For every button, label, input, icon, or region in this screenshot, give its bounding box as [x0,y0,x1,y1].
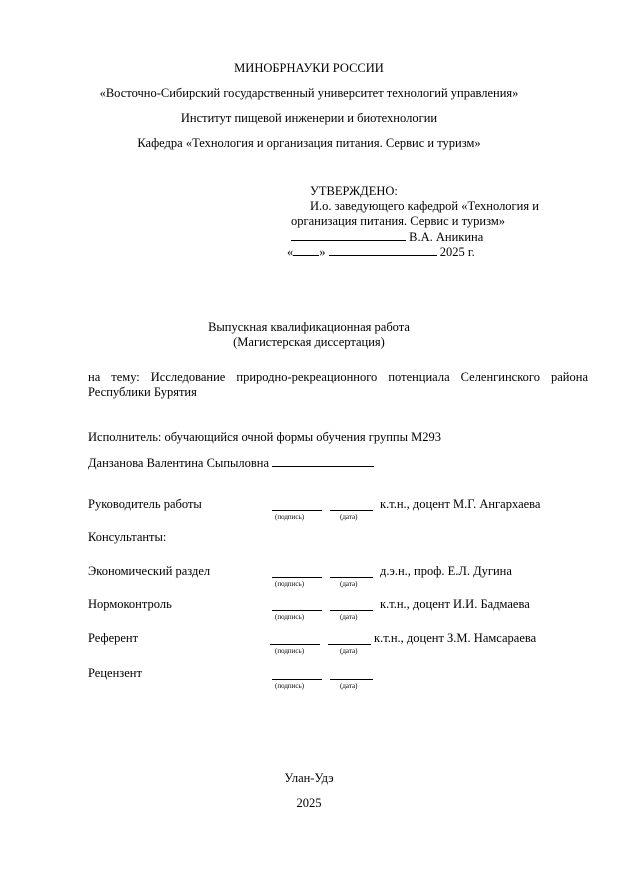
author-row [88,455,374,471]
institute-name: Институт пищевой инженерии и биотехнологии [180,111,438,125]
approval-line-2: организация питания. Сервис и туризм» [291,214,505,228]
approval-day-line[interactable] [293,244,319,256]
approval-name: В.А. Аникина [409,230,484,244]
ministry-name: МИНОБРНАУКИ РОССИИ [234,61,384,75]
date-line[interactable] [330,678,373,680]
date-caption: (дата) [340,613,358,621]
quote-close: » [319,245,326,259]
date-line[interactable] [328,643,371,645]
date-line[interactable] [330,509,373,511]
approval-signature-row [291,229,483,245]
signature-caption: (подпись) [275,580,305,588]
date-caption: (дата) [340,580,358,588]
date-line[interactable] [330,576,373,578]
approval-signature-line[interactable] [291,229,406,241]
department-name: Кафедра «Технология и организация питания. Сервис и туризм» [137,136,481,150]
signatory-role: Рецензент [88,666,142,680]
signature-caption: (подпись) [275,682,305,690]
footer-year: 2025 [296,796,322,810]
signature-line[interactable] [270,643,320,645]
signature-line[interactable] [272,509,322,511]
signature-caption: (подпись) [275,513,305,521]
approval-title: УТВЕРЖДЕНО: [310,184,398,198]
signatory-role: Референт [88,631,139,645]
date-caption: (дата) [340,682,358,690]
author-signature-line[interactable] [272,455,374,467]
approval-line-1: И.о. заведующего кафедрой «Технология и [310,199,539,213]
signature-line[interactable] [272,609,322,611]
signatory-role: Руководитель работы [88,497,202,511]
author-name: Данзанова Валентина Сыпыловна [88,456,270,470]
signature-caption: (подпись) [275,647,305,655]
signatory-person: к.т.н., доцент З.М. Намсараева [374,631,537,645]
signature-line[interactable] [272,576,322,578]
signatory-person: к.т.н., доцент И.И. Бадмаева [380,597,530,611]
signatory-person: д.э.н., проф. Е.Л. Дугина [380,564,512,578]
signatory-role: Нормоконтроль [88,597,172,611]
author-line: Исполнитель: обучающийся очной формы обучения группы М293 [88,430,442,444]
approval-date-row [287,244,475,260]
signatory-role: Экономический раздел [88,564,211,578]
university-name: «Восточно-Сибирский государственный университет технологий управления» [99,86,519,100]
approval-month-line[interactable] [329,244,437,256]
work-topic: на тему: Исследование природно-рекреационного потенциала Селенгинского района Республики Бурятия [88,370,588,399]
signature-caption: (подпись) [275,613,305,621]
date-caption: (дата) [340,647,358,655]
signature-line[interactable] [272,678,322,680]
signatory-person: к.т.н., доцент М.Г. Ангархаева [380,497,541,511]
work-subtype: (Магистерская диссертация) [233,335,385,349]
footer-city: Улан-Удэ [284,771,334,785]
approval-year: 2025 г. [439,245,475,259]
work-type: Выпускная квалификационная работа [208,320,410,334]
quote-open: « [287,245,294,259]
consultants-label: Консультанты: [88,530,167,544]
date-caption: (дата) [340,513,358,521]
date-line[interactable] [330,609,373,611]
